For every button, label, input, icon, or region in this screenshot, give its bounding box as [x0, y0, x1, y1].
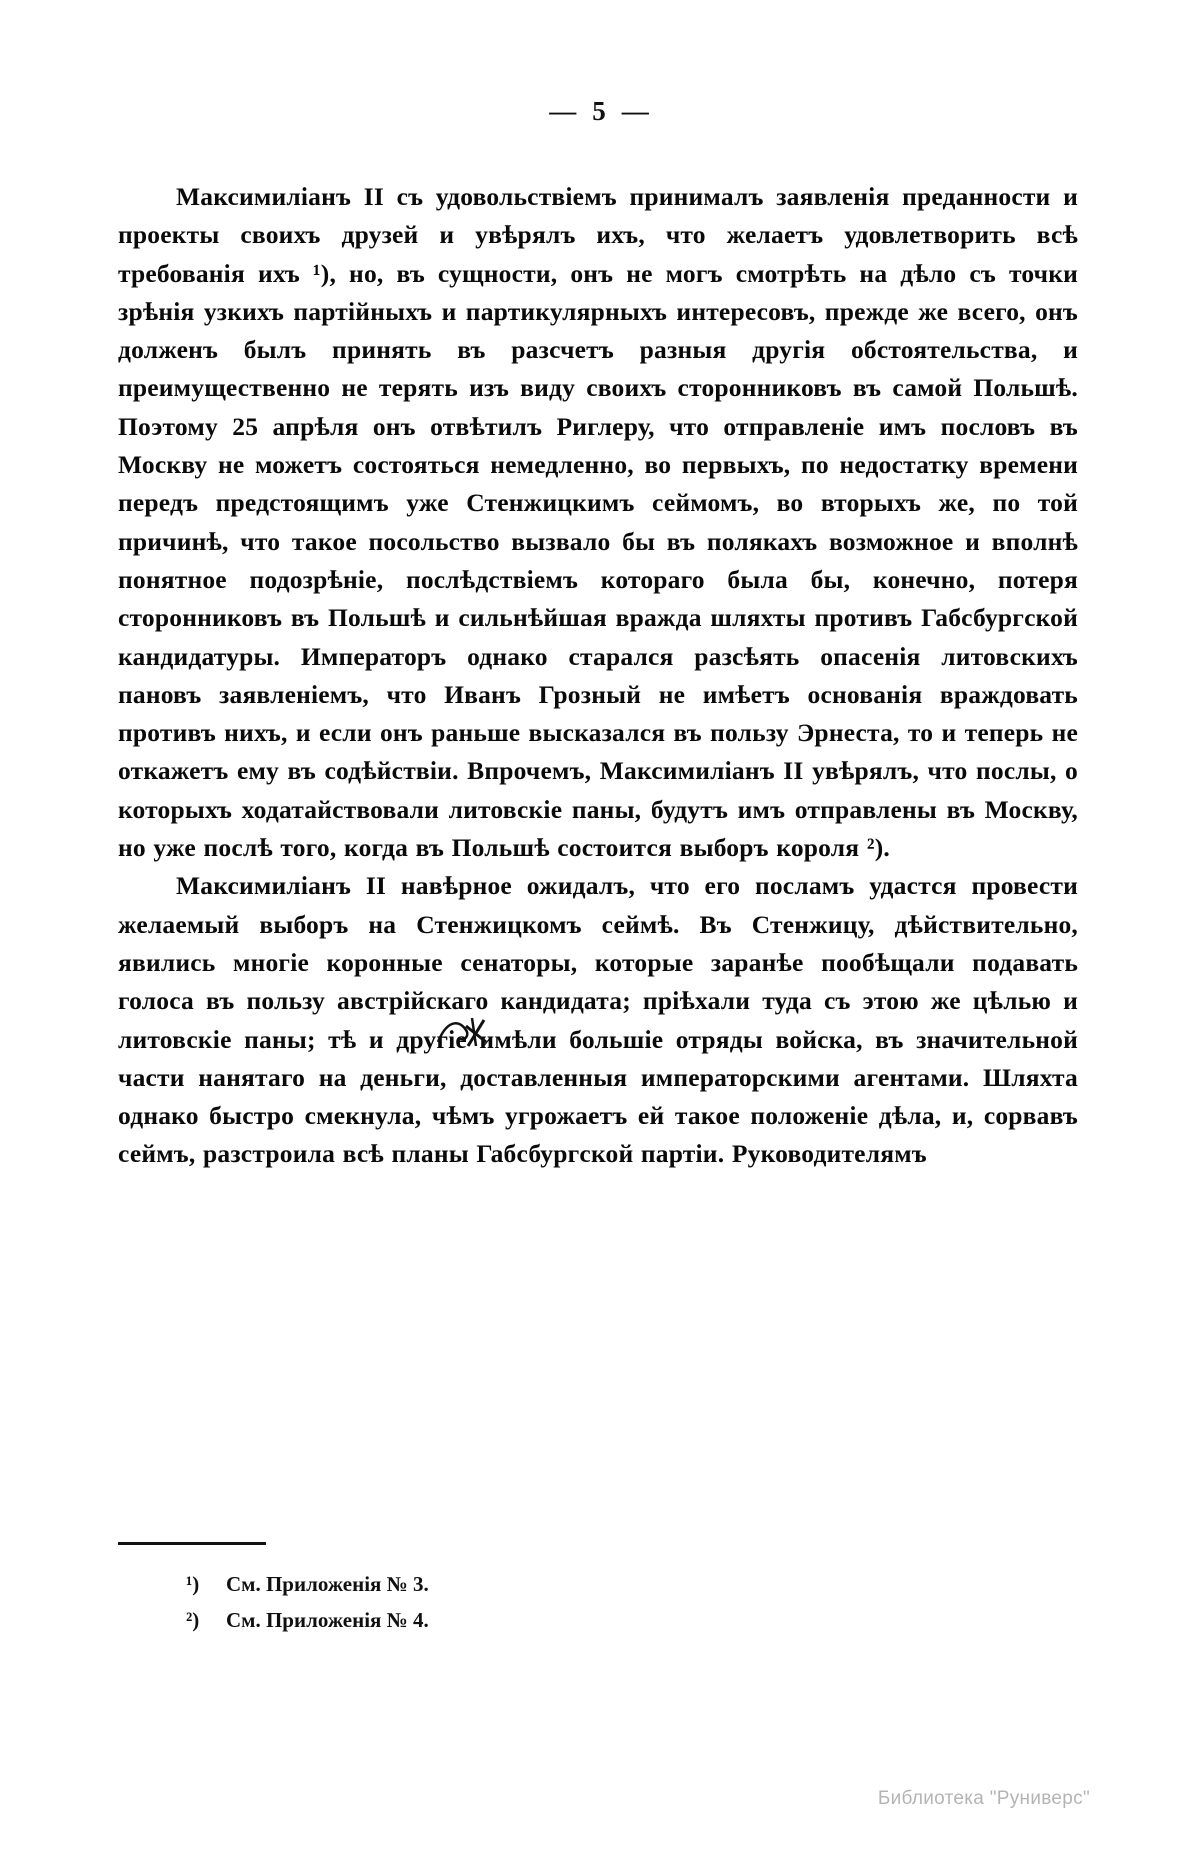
page-number-value: 5 [592, 96, 608, 126]
paragraph-1-text: Максимиліанъ II съ удовольствіемъ принималъ заявленія преданности и проекты своихъ друзей и увѣрялъ ихъ, что желаетъ удовлетворить всѣ требованія ихъ ¹), но, въ сущности, онъ не могъ смотрѣть на дѣло съ точки зрѣнія узкихъ партійныхъ и партикулярныхъ интересовъ, прежде же всего, онъ долженъ былъ принять въ разсчетъ разныя другія обстоятельства, и преимущественно не терять изъ виду своихъ сторонниковъ въ самой Польшѣ. Поэтому 25 апрѣля онъ отвѣтилъ Риглеру, что отправленіе имъ пословъ въ Москву не можетъ состояться немедленно, во первыхъ, по недостатку времени передъ предстоящимъ уже Стенжицкимъ сеймомъ, во вторыхъ же, по той причинѣ, что такое посольство вызвало бы въ полякахъ возможное и вполнѣ понятное подозрѣніе, послѣдствіемъ котораго была бы, конечно, потеря сторонниковъ въ Польшѣ и сильнѣйшая вражда шляхты противъ Габсбургской кандидатуры. Императоръ однако старался разсѣять опасенія литовскихъ пановъ заявленіемъ, что Иванъ Грозный не имѣетъ основанія враждовать противъ нихъ, и если онъ раньше высказался въ пользу Эрнеста, то и теперь не откажетъ ему въ содѣйствіи. Впрочемъ, Максимиліанъ II увѣрялъ, что послы, о которыхъ ходатайствовали литовскіе паны, будутъ имъ отправлены въ Москву, но уже послѣ того, когда въ Польшѣ состоится выборъ короля ²). [118, 182, 1078, 863]
page-number [0, 96, 1200, 127]
footnote-item [186, 1602, 886, 1638]
footnote-item [186, 1566, 886, 1602]
paragraph-1 [118, 178, 1078, 867]
footnote-list [186, 1566, 886, 1638]
footnote-marker: ²) [186, 1608, 200, 1632]
footnote-marker: ¹) [186, 1572, 200, 1596]
body-text [118, 178, 1078, 1174]
page-number-dash-left: — [549, 96, 579, 126]
footnote-text: См. Приложенія № 4. [226, 1608, 429, 1632]
library-watermark: Библиотека "Руниверс" [877, 1788, 1090, 1809]
paragraph-2-text: Максимиліанъ II навѣрное ожидалъ, что его посламъ удастся провести желаемый выборъ на Стенжицкомъ сеймѣ. Въ Стенжицу, дѣйствительно, явились многіе коронные сенаторы, которые заранѣе пообѣщали подавать голоса въ пользу австрійскаго кандидата; пріѣхали туда съ этою же цѣлью и литовскіе паны; тѣ и другіе имѣли большіе отряды войска, въ значительной части нанятаго на деньги, доставленныя императорскими агентами. Шляхта однако быстро смекнула, чѣмъ угрожаетъ ей такое положеніе дѣла, и, сорвавъ сеймъ, разстроила всѣ планы Габсбургской партіи. Руководителямъ [118, 871, 1078, 1169]
paragraph-2 [118, 867, 1078, 1173]
footnote-text: См. Приложенія № 3. [226, 1572, 429, 1596]
footnote-separator-rule [118, 1542, 266, 1545]
page-number-dash-right: — [621, 96, 651, 126]
